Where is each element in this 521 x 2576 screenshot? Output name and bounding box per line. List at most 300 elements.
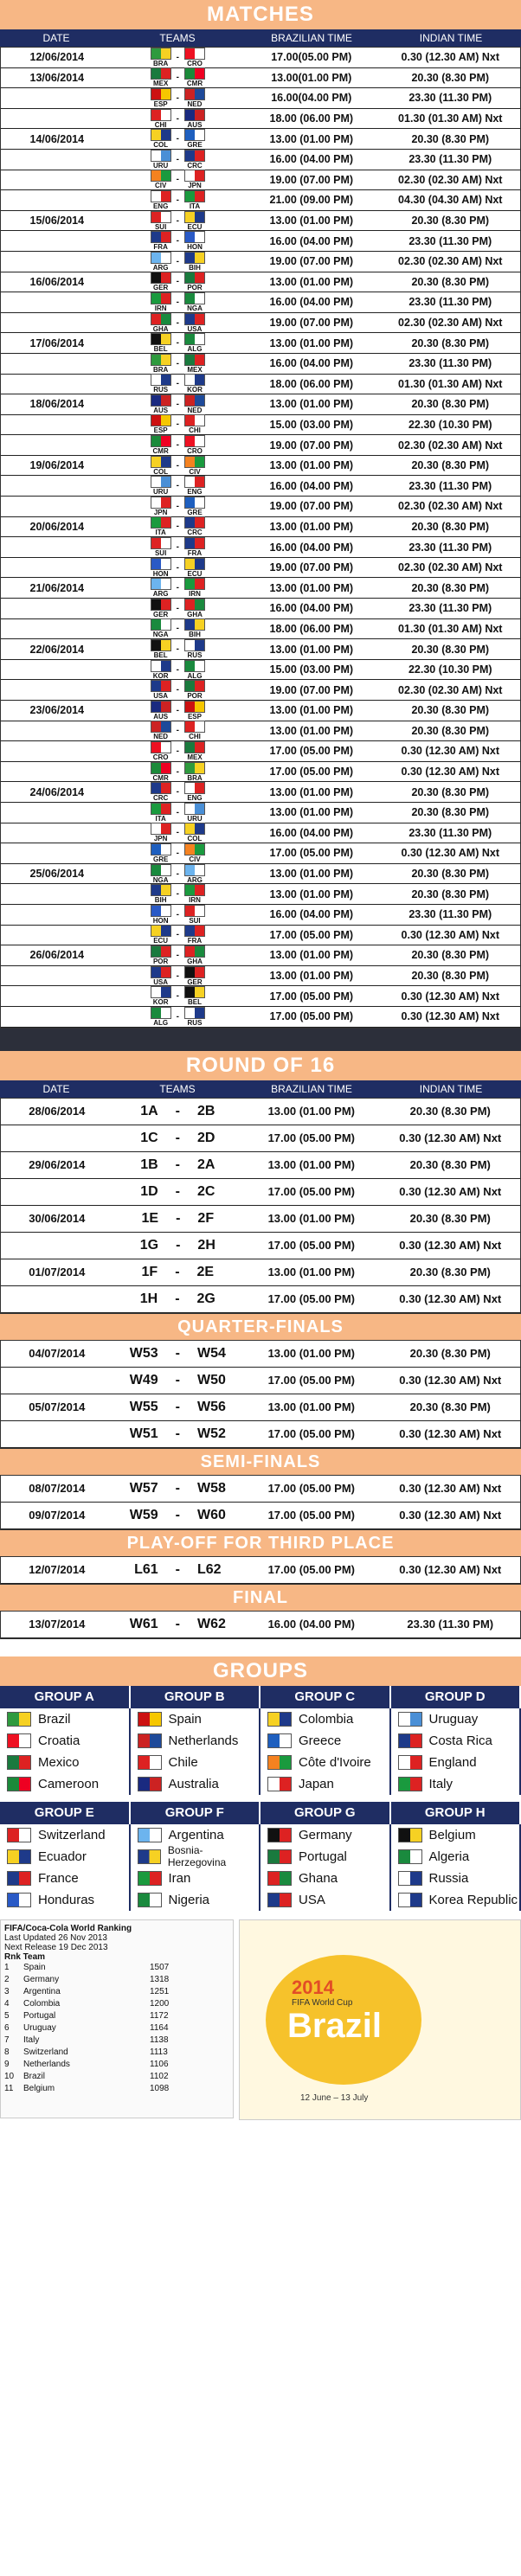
- team-code: HON: [187, 243, 203, 252]
- rank-number: 4: [4, 1999, 10, 2009]
- row-brazil-time: 19.00 (07.00 PM): [269, 500, 354, 513]
- slot-b: W52: [196, 1426, 226, 1441]
- rank-points: 1172: [150, 2011, 169, 2021]
- table-row: [1, 252, 520, 272]
- row-teams: [113, 1265, 243, 1280]
- section-separator: [0, 1028, 521, 1051]
- arg-flag-icon: [151, 252, 171, 264]
- slot-a: 1H: [139, 1291, 158, 1306]
- row-date: 17/06/2014: [29, 336, 85, 349]
- group-column: [0, 1824, 131, 1911]
- row-teams: [113, 843, 243, 863]
- team-code: AUS: [153, 406, 169, 414]
- row-brazil-time: 16.00 (04.00 PM): [269, 908, 354, 921]
- team-code: CHI: [154, 120, 167, 129]
- table-row: [1, 88, 520, 109]
- team-code: URU: [152, 161, 169, 170]
- bra-flag-icon: [184, 762, 205, 774]
- group-team: [131, 1752, 260, 1773]
- row-india-time: 02.30 (02.30 AM) Nxt: [398, 439, 503, 452]
- group-column: [260, 1708, 391, 1795]
- usa-flag-icon: [151, 966, 171, 978]
- team-code: URU: [187, 814, 203, 823]
- team-code: USA: [187, 324, 203, 333]
- row-brazil-time: 13.00 (01.00 PM): [269, 643, 354, 656]
- gha-flag-icon: [267, 1871, 292, 1886]
- matches-header: [0, 29, 521, 47]
- group-name: GROUP A: [0, 1686, 131, 1708]
- team-name: England: [428, 1754, 477, 1770]
- table-row: [1, 1341, 520, 1368]
- alg-flag-icon: [151, 1007, 171, 1019]
- alg-flag-icon: [398, 1849, 422, 1864]
- table-row: [1, 782, 520, 803]
- vs-dash: -: [176, 603, 179, 613]
- team-name: Russia: [428, 1870, 469, 1886]
- row-india-time: 20.30 (8.30 PM): [411, 215, 490, 227]
- fifa-ranking: [0, 1919, 234, 2118]
- kor-flag-icon: [151, 986, 171, 998]
- row-brazil-time: 17.00 (05.00 PM): [269, 928, 354, 941]
- team-name: Bosnia-Herzegovina: [167, 1844, 227, 1868]
- team-code: CRC: [187, 529, 203, 537]
- row-india-time: 0.30 (12.30 AM) Nxt: [401, 847, 499, 860]
- nga-flag-icon: [151, 618, 171, 631]
- vs-dash: -: [176, 807, 179, 817]
- row-india-time: 20.30 (8.30 PM): [411, 581, 490, 594]
- fra-flag-icon: [151, 231, 171, 243]
- team-code: ESP: [153, 426, 168, 435]
- team-code: CIV: [189, 467, 201, 476]
- table-row: [1, 129, 520, 150]
- team-name: Costa Rica: [428, 1733, 492, 1748]
- table-row: [1, 701, 520, 721]
- team-code: CHI: [189, 426, 201, 435]
- row-teams: [113, 109, 243, 129]
- row-date: 16/06/2014: [29, 275, 85, 288]
- rank-team: Germany: [23, 1975, 60, 1984]
- arg-flag-icon: [151, 578, 171, 590]
- team-code: GER: [152, 284, 169, 292]
- vs-dash: -: [175, 1480, 180, 1496]
- team-name: Germany: [299, 1827, 352, 1842]
- row-india-time: 20.30 (8.30 PM): [411, 888, 490, 900]
- vs-dash: -: [176, 379, 179, 389]
- row-india-time: 23.30 (11.30 PM): [407, 1618, 494, 1631]
- vs-dash: -: [176, 481, 179, 491]
- rank-number: 9: [4, 2060, 10, 2069]
- vs-dash: -: [176, 1237, 181, 1253]
- row-brazil-time: 13.00 (01.00 PM): [269, 888, 354, 900]
- table-row: [1, 456, 520, 477]
- team-code: POR: [187, 284, 203, 292]
- row-teams: [113, 170, 243, 189]
- vs-dash: -: [176, 787, 179, 798]
- group-team: [0, 1752, 129, 1773]
- poster-name: Brazil: [287, 2006, 382, 2045]
- vs-dash: -: [176, 236, 179, 247]
- group-team: [260, 1752, 389, 1773]
- vs-dash: -: [176, 297, 179, 307]
- team-code: ESP: [153, 99, 168, 108]
- row-india-time: 0.30 (12.30 AM) Nxt: [399, 1292, 502, 1305]
- slot-b: 2E: [196, 1264, 215, 1279]
- row-teams: [113, 190, 243, 210]
- table-row: [1, 926, 520, 946]
- row-teams: [113, 680, 243, 700]
- row-brazil-time: 18.00 (06.00 PM): [269, 622, 354, 635]
- ranking-next: Next Release 19 Dec 2013: [4, 1942, 108, 1952]
- vs-dash: -: [175, 1426, 180, 1441]
- header-in: INDIAN TIME: [419, 1082, 483, 1095]
- team-code: CMR: [152, 447, 169, 456]
- row-teams: [113, 1238, 243, 1253]
- rus-flag-icon: [151, 374, 171, 386]
- row-teams: [113, 1400, 243, 1415]
- team-code: ENG: [152, 202, 169, 210]
- row-teams: [113, 639, 243, 659]
- vs-dash: -: [175, 1399, 180, 1414]
- row-india-time: 0.30 (12.30 AM) Nxt: [401, 51, 499, 64]
- ranking-col: Rnk Team: [4, 1951, 46, 1962]
- row-teams: [113, 1508, 243, 1523]
- team-code: COL: [187, 835, 203, 843]
- team-code: BRA: [187, 773, 203, 782]
- rank-points: 1106: [150, 2060, 169, 2069]
- team-code: FRA: [187, 937, 203, 945]
- row-india-time: 22.30 (10.30 PM): [408, 418, 492, 431]
- row-brazil-time: 13.00 (01.00 PM): [269, 724, 354, 737]
- group-name: GROUP C: [260, 1686, 391, 1708]
- row-india-time: 01.30 (01.30 AM) Nxt: [398, 622, 503, 635]
- slot-a: L61: [134, 1561, 158, 1577]
- row-teams: [113, 823, 243, 843]
- team-name: Argentina: [168, 1827, 224, 1842]
- group-team: [391, 1730, 520, 1752]
- table-row: [1, 48, 520, 68]
- row-brazil-time: 18.00 (06.00 PM): [269, 377, 354, 390]
- vs-dash: -: [176, 848, 179, 858]
- gre-flag-icon: [184, 497, 205, 509]
- bel-flag-icon: [398, 1828, 422, 1842]
- vs-dash: -: [176, 440, 179, 451]
- team-code: ENG: [187, 488, 203, 497]
- fra-flag-icon: [184, 925, 205, 937]
- header-br: BRAZILIAN TIME: [271, 32, 352, 44]
- poster-sub: FIFA World Cup: [292, 1997, 353, 2008]
- row-india-time: 02.30 (02.30 AM) Nxt: [398, 255, 503, 268]
- row-date: 12/06/2014: [29, 51, 85, 64]
- team-code: KOR: [152, 671, 169, 680]
- row-india-time: 20.30 (8.30 PM): [409, 1347, 491, 1360]
- row-brazil-time: 17.00 (05.00 PM): [269, 1010, 354, 1023]
- row-date: 12/07/2014: [29, 1563, 86, 1576]
- eng-flag-icon: [184, 782, 205, 794]
- row-date: 09/07/2014: [29, 1509, 86, 1522]
- row-teams: [113, 292, 243, 312]
- team-code: GRE: [152, 855, 169, 863]
- table-row: [1, 170, 520, 191]
- row-india-time: 02.30 (02.30 AM) Nxt: [398, 500, 503, 513]
- bel-flag-icon: [151, 639, 171, 651]
- team-code: ECU: [153, 937, 169, 945]
- aus-flag-icon: [151, 394, 171, 407]
- row-brazil-time: 16.00 (04.00 PM): [269, 234, 354, 247]
- vs-dash: -: [176, 522, 179, 532]
- col-flag-icon: [151, 456, 171, 468]
- team-code: MEX: [187, 365, 203, 374]
- row-india-time: 02.30 (02.30 AM) Nxt: [398, 683, 503, 696]
- crc-flag-icon: [398, 1733, 422, 1748]
- vs-dash: -: [176, 991, 179, 1002]
- row-teams: [113, 599, 243, 618]
- group-team: [131, 1846, 260, 1868]
- row-date: 13/06/2014: [29, 71, 85, 84]
- table-row: [1, 1179, 520, 1206]
- vs-dash: -: [176, 73, 179, 83]
- hon-flag-icon: [7, 1893, 31, 1907]
- table-row: [1, 680, 520, 701]
- row-brazil-time: 13.00 (01.00 PM): [267, 1400, 356, 1413]
- row-india-time: 23.30 (11.30 PM): [408, 541, 492, 554]
- vs-dash: -: [176, 909, 179, 920]
- team-code: BEL: [153, 651, 168, 660]
- group-team: [391, 1708, 520, 1730]
- usa-flag-icon: [151, 680, 171, 692]
- row-india-time: 0.30 (12.30 AM) Nxt: [401, 990, 499, 1003]
- rank-team: Switzerland: [23, 2047, 68, 2057]
- row-date: 26/06/2014: [29, 949, 85, 962]
- vs-dash: -: [176, 1210, 181, 1226]
- usa-flag-icon: [267, 1893, 292, 1907]
- team-code: BIH: [154, 896, 167, 905]
- cro-flag-icon: [151, 741, 171, 753]
- row-teams: [113, 435, 243, 455]
- row-teams: [113, 88, 243, 108]
- row-teams: [113, 1131, 243, 1146]
- row-india-time: 23.30 (11.30 PM): [408, 479, 492, 492]
- rank-number: 2: [4, 1975, 10, 1984]
- bih-flag-icon: [184, 252, 205, 264]
- vs-dash: -: [176, 420, 179, 430]
- rank-team: Italy: [23, 2035, 40, 2045]
- chi-flag-icon: [184, 721, 205, 733]
- row-teams: [113, 150, 243, 170]
- team-code: MEX: [187, 753, 203, 761]
- slot-a: 1F: [141, 1264, 158, 1279]
- row-brazil-time: 19.00 (07.00 PM): [269, 561, 354, 574]
- team-code: IRN: [154, 304, 167, 312]
- header-date: DATE: [42, 32, 70, 44]
- table-row: [1, 354, 520, 375]
- team-code: AUS: [187, 120, 203, 129]
- row-brazil-time: 16.00 (04.00 PM): [269, 479, 354, 492]
- group-name: GROUP H: [391, 1802, 521, 1824]
- row-date: 14/06/2014: [29, 132, 85, 145]
- row-brazil-time: 18.00 (06.00 PM): [269, 112, 354, 125]
- table-row: [1, 375, 520, 395]
- col-flag-icon: [267, 1712, 292, 1727]
- team-code: GER: [187, 977, 203, 986]
- slot-b: 2H: [197, 1237, 215, 1253]
- table-row: [1, 394, 520, 415]
- sui-flag-icon: [7, 1828, 31, 1842]
- row-brazil-time: 15.00 (03.00 PM): [269, 418, 354, 431]
- rank-team: Spain: [23, 1963, 46, 1972]
- team-code: CRC: [152, 794, 169, 803]
- world-cup-poster: [239, 1919, 521, 2120]
- bel-flag-icon: [184, 986, 205, 998]
- vs-dash: -: [176, 583, 179, 593]
- ranking-title: FIFA/Coca-Cola World Ranking: [4, 1923, 132, 1933]
- slot-b: 2B: [196, 1103, 215, 1118]
- vs-dash: -: [176, 868, 179, 879]
- esp-flag-icon: [151, 88, 171, 100]
- row-brazil-time: 13.00 (01.00 PM): [269, 520, 354, 533]
- row-teams: [113, 1184, 243, 1200]
- rank-points: 1200: [150, 1999, 170, 2009]
- alg-flag-icon: [184, 333, 205, 345]
- row-brazil-time: 13.00 (01.00 PM): [269, 785, 354, 798]
- bel-flag-icon: [151, 333, 171, 345]
- row-date: 21/06/2014: [29, 581, 85, 594]
- row-brazil-time: 16.00 (04.00 PM): [269, 153, 354, 166]
- team-code: AUS: [153, 712, 169, 721]
- row-teams: [113, 354, 243, 374]
- cmr-flag-icon: [151, 762, 171, 774]
- team-code: ECU: [187, 569, 203, 578]
- row-india-time: 20.30 (8.30 PM): [411, 132, 490, 145]
- ita-flag-icon: [151, 516, 171, 529]
- third-banner: PLAY-OFF FOR THIRD PLACE: [0, 1530, 521, 1556]
- rank-points: 1507: [150, 1963, 170, 1972]
- row-teams: [113, 803, 243, 823]
- rank-number: 8: [4, 2047, 10, 2057]
- third-table: [0, 1556, 521, 1585]
- slot-b: W62: [196, 1616, 226, 1631]
- gha-flag-icon: [151, 313, 171, 325]
- group-name: GROUP G: [260, 1802, 391, 1824]
- team-code: COL: [153, 467, 169, 476]
- vs-dash: -: [176, 705, 179, 715]
- row-brazil-time: 17.00 (05.00 PM): [267, 1131, 356, 1144]
- table-row: [1, 476, 520, 497]
- team-code: USA: [153, 977, 169, 986]
- rank-points: 1164: [150, 2023, 169, 2033]
- vs-dash: -: [176, 562, 179, 573]
- row-india-time: 20.30 (8.30 PM): [411, 724, 490, 737]
- cro-flag-icon: [7, 1733, 31, 1748]
- table-row: [1, 599, 520, 619]
- ger-flag-icon: [184, 966, 205, 978]
- slot-a: 1E: [141, 1210, 159, 1226]
- row-teams: [113, 313, 243, 333]
- row-date: 18/06/2014: [29, 398, 85, 411]
- row-india-time: 0.30 (12.30 AM) Nxt: [401, 745, 499, 758]
- team-code: GRE: [187, 508, 203, 516]
- groups-body-row: [0, 1824, 521, 1911]
- team-code: NED: [187, 99, 203, 108]
- civ-flag-icon: [184, 843, 205, 855]
- ranking-row: [4, 2022, 229, 2035]
- ita-flag-icon: [398, 1777, 422, 1791]
- team-code: IRN: [189, 590, 201, 599]
- group-team: [0, 1889, 129, 1911]
- group-team: [391, 1824, 520, 1846]
- team-name: Japan: [299, 1776, 334, 1791]
- table-row: [1, 1125, 520, 1152]
- team-code: USA: [153, 692, 169, 701]
- row-india-time: 20.30 (8.30 PM): [411, 868, 490, 881]
- row-teams: [113, 456, 243, 476]
- rank-team: Portugal: [23, 2011, 56, 2021]
- rank-team: Brazil: [23, 2072, 46, 2081]
- row-brazil-time: 16.00 (04.00 PM): [269, 296, 354, 309]
- rank-team: Netherlands: [23, 2060, 70, 2069]
- table-row: [1, 292, 520, 313]
- table-row: [1, 1476, 520, 1503]
- row-india-time: 23.30 (11.30 PM): [408, 153, 492, 166]
- ranking-row: [4, 1962, 229, 1974]
- footer: [0, 1919, 521, 2120]
- row-india-time: 20.30 (8.30 PM): [411, 398, 490, 411]
- row-brazil-time: 17.00 (05.00 PM): [267, 1185, 356, 1198]
- row-india-time: 23.30 (11.30 PM): [408, 296, 492, 309]
- row-date: 22/06/2014: [29, 643, 85, 656]
- row-teams: [113, 782, 243, 802]
- team-name: Belgium: [428, 1827, 476, 1842]
- team-name: Colombia: [299, 1711, 354, 1727]
- row-brazil-time: 13.00(01.00 PM): [271, 71, 352, 84]
- row-brazil-time: 17.00(05.00 PM): [271, 51, 352, 64]
- group-column: [391, 1708, 521, 1795]
- vs-dash: -: [176, 134, 179, 144]
- table-row: [1, 231, 520, 252]
- row-brazil-time: 13.00 (01.00 PM): [269, 398, 354, 411]
- rank-points: 1113: [150, 2047, 168, 2057]
- group-team: [260, 1846, 389, 1868]
- row-teams: [113, 374, 243, 394]
- crc-flag-icon: [184, 150, 205, 162]
- row-brazil-time: 17.00 (05.00 PM): [269, 847, 354, 860]
- table-row: [1, 415, 520, 436]
- team-name: Netherlands: [168, 1733, 239, 1748]
- slot-a: W61: [129, 1616, 158, 1631]
- group-team: [260, 1730, 389, 1752]
- esp-flag-icon: [151, 414, 171, 426]
- row-teams: [113, 884, 243, 904]
- final-banner: FINAL: [0, 1585, 521, 1611]
- team-name: USA: [299, 1892, 325, 1907]
- group-team: [391, 1752, 520, 1773]
- group-team: [391, 1889, 520, 1911]
- row-date: 28/06/2014: [29, 1105, 86, 1118]
- table-row: [1, 721, 520, 742]
- table-row: [1, 1152, 520, 1179]
- team-code: SUI: [154, 222, 167, 231]
- team-name: Honduras: [38, 1892, 95, 1907]
- team-code: ITA: [189, 202, 201, 210]
- row-india-time: 22.30 (10.30 PM): [408, 663, 492, 676]
- row-india-time: 20.30 (8.30 PM): [409, 1400, 491, 1413]
- team-code: BEL: [153, 345, 168, 354]
- team-name: Chile: [168, 1754, 198, 1770]
- row-teams: [113, 1007, 243, 1027]
- bih-flag-icon: [151, 884, 171, 896]
- row-india-time: 04.30 (04.30 AM) Nxt: [398, 194, 503, 207]
- rank-number: 11: [4, 2084, 14, 2093]
- table-row: [1, 1206, 520, 1233]
